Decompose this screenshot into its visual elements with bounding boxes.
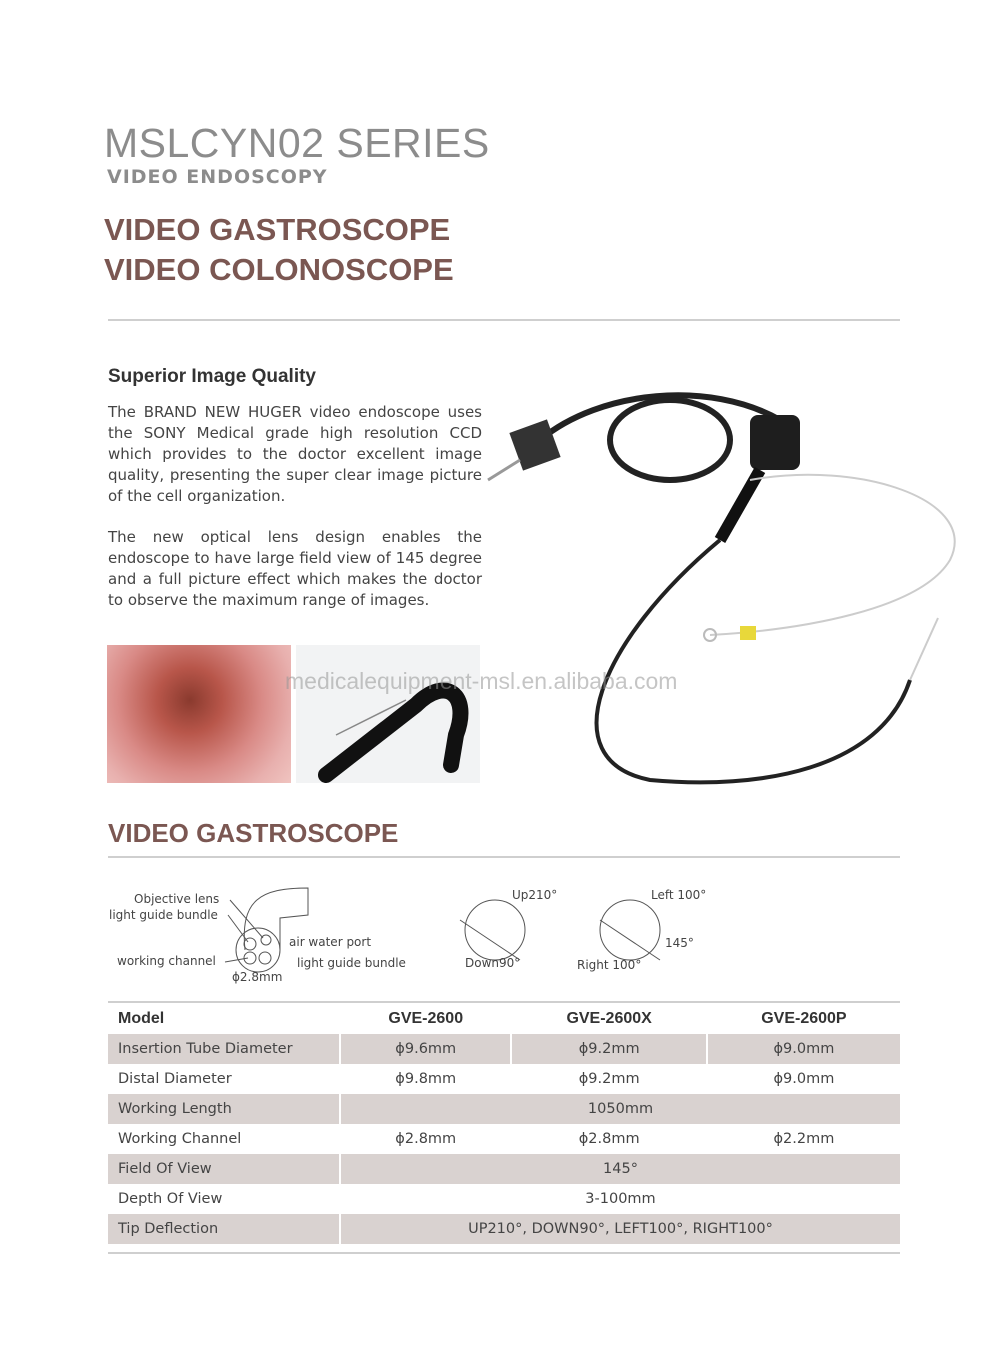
watermark: medicalequipment-msl.en.alibaba.com <box>285 668 678 694</box>
label-light-guide-bundle: light guide bundle <box>109 908 218 922</box>
series-subtitle: VIDEO ENDOSCOPY <box>107 166 328 188</box>
cell: ϕ9.8mm <box>340 1064 511 1094</box>
intro-paragraph-1: The BRAND NEW HUGER video endoscope uses the SONY Medical grade high resolution CCD which provides to the doctor excellent image quality, presenting the super clear image picture of the cell organization. <box>108 403 482 505</box>
row-label: Working Channel <box>118 1131 242 1147</box>
cell: 1050mm <box>340 1094 900 1124</box>
table-top-rule <box>108 1001 900 1003</box>
intro-paragraph-2: The new optical lens design enables the endoscope to have large field view of 145 degree and a full picture effect which makes the doctor to observe the maximum range of images. <box>108 528 482 609</box>
table-row <box>108 1094 900 1124</box>
table-row <box>108 1064 900 1094</box>
label-left: Left 100° <box>651 888 707 902</box>
product-title-gastroscope: VIDEO GASTROSCOPE <box>104 212 451 247</box>
cell: ϕ9.0mm <box>707 1034 900 1064</box>
label-working-channel: working channel <box>117 954 216 968</box>
table-row <box>108 1124 900 1154</box>
label-up: Up210° <box>512 888 558 902</box>
label-down: Down90° <box>465 956 521 970</box>
cell: 145° <box>340 1154 900 1184</box>
header-gve-2600: GVE-2600 <box>340 1004 511 1034</box>
product-title-colonoscope: VIDEO COLONOSCOPE <box>104 252 454 287</box>
table-row <box>108 1034 900 1064</box>
label-diameter: ϕ2.8mm <box>232 970 283 984</box>
header-model: Model <box>118 1010 165 1027</box>
table-header-row <box>108 1004 900 1034</box>
divider <box>108 856 900 858</box>
label-objective-lens: Objective lens <box>134 892 220 906</box>
label-right: Right 100° <box>577 958 642 972</box>
gastroscope-heading: VIDEO GASTROSCOPE <box>108 818 399 848</box>
series-title: MSLCYN02 SERIES <box>104 120 490 166</box>
row-label: Tip Deflection <box>108 1214 340 1244</box>
section-heading: Superior Image Quality <box>108 366 316 387</box>
cell: ϕ9.2mm <box>511 1034 706 1064</box>
row-label: Working Length <box>108 1094 340 1124</box>
row-label: Distal Diameter <box>118 1071 232 1087</box>
tip-diagram <box>100 880 720 990</box>
header-gve-2600p: GVE-2600P <box>707 1004 900 1034</box>
cell: ϕ2.8mm <box>340 1124 511 1154</box>
label-light-guide-bundle-2: light guide bundle <box>297 956 406 970</box>
label-fov: 145° <box>665 936 694 950</box>
label-air-water-port: air water port <box>289 935 372 949</box>
table-row <box>108 1154 900 1184</box>
spec-table <box>108 1004 900 1244</box>
cell: UP210°, DOWN90°, LEFT100°, RIGHT100° <box>340 1214 900 1244</box>
cell: ϕ9.2mm <box>511 1064 706 1094</box>
endoscopic-view-photo <box>107 645 291 783</box>
row-label: Field Of View <box>108 1154 340 1184</box>
cell: 3-100mm <box>340 1184 900 1214</box>
cell: ϕ9.0mm <box>707 1064 900 1094</box>
cell: ϕ2.2mm <box>707 1124 900 1154</box>
row-label: Depth Of View <box>118 1191 223 1207</box>
cell: ϕ2.8mm <box>511 1124 706 1154</box>
table-row <box>108 1214 900 1244</box>
bending-section-photo <box>296 645 480 783</box>
table-row <box>108 1184 900 1214</box>
row-label: Insertion Tube Diameter <box>108 1034 340 1064</box>
divider <box>108 319 900 321</box>
cell: ϕ9.6mm <box>340 1034 511 1064</box>
header-gve-2600x: GVE-2600X <box>511 1004 706 1034</box>
table-bottom-rule <box>108 1252 900 1254</box>
endoscope-image <box>480 380 980 800</box>
